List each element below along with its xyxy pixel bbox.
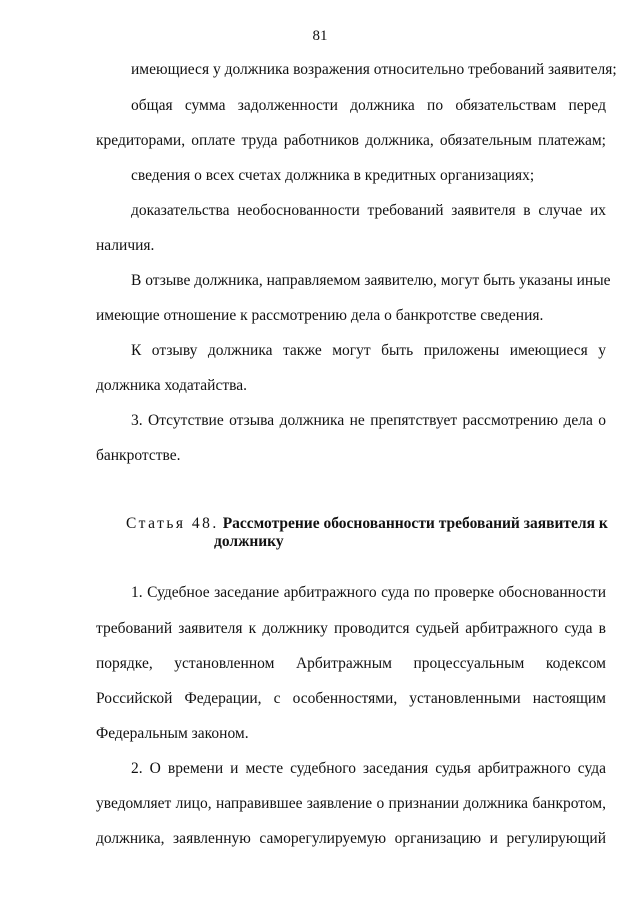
text-line: наличия. [96, 237, 155, 254]
text-line: 1. Судебное заседание арбитражного суда по проверке обоснованности [131, 584, 606, 601]
text-line: имеющие отношение к рассмотрению дела о банкротстве сведения. [96, 307, 544, 324]
text-line: 3. Отсутствие отзыва должника не препятствует рассмотрению дела о [131, 412, 606, 429]
article-heading [126, 514, 606, 534]
text-line: общая сумма задолженности должника по обязательствам перед [131, 97, 606, 114]
article-title-continued: должнику [214, 533, 284, 550]
article-heading-continued [214, 532, 606, 552]
text-line: Федеральным законом. [96, 725, 249, 742]
text-line: имеющиеся у должника возражения относительно требований заявителя; [131, 61, 617, 78]
article-title: Рассмотрение обоснованности требований заявителя к [222, 515, 608, 532]
text-line: требований заявителя к должнику проводится судьей арбитражного суда в [96, 620, 606, 637]
text-line: Российской Федерации, с особенностями, установленными настоящим [96, 690, 606, 707]
text-line: доказательства необоснованности требований заявителя в случае их [131, 202, 606, 219]
text-line: уведомляет лицо, направившее заявление о признании должника банкротом, [96, 795, 606, 812]
text-line: 2. О времени и месте судебного заседания судья арбитражного суда [131, 760, 606, 777]
text-line: должника ходатайства. [96, 377, 248, 394]
page-number: 81 [312, 28, 328, 44]
text-line: порядке, установленном Арбитражным процессуальным кодексом [96, 655, 606, 672]
text-line: должника, заявленную саморегулируемую организацию и регулирующий [96, 830, 606, 847]
text-line: К отзыву должника также могут быть приложены имеющиеся у [131, 342, 606, 359]
text-line: кредиторами, оплате труда работников должника, обязательным платежам; [96, 132, 606, 149]
text-line: В отзыве должника, направляемом заявителю, могут быть указаны иные [131, 272, 611, 289]
text-line: банкротстве. [96, 447, 181, 464]
article-label: Статья 48. [126, 515, 219, 532]
text-line: сведения о всех счетах должника в кредитных организациях; [131, 167, 535, 184]
